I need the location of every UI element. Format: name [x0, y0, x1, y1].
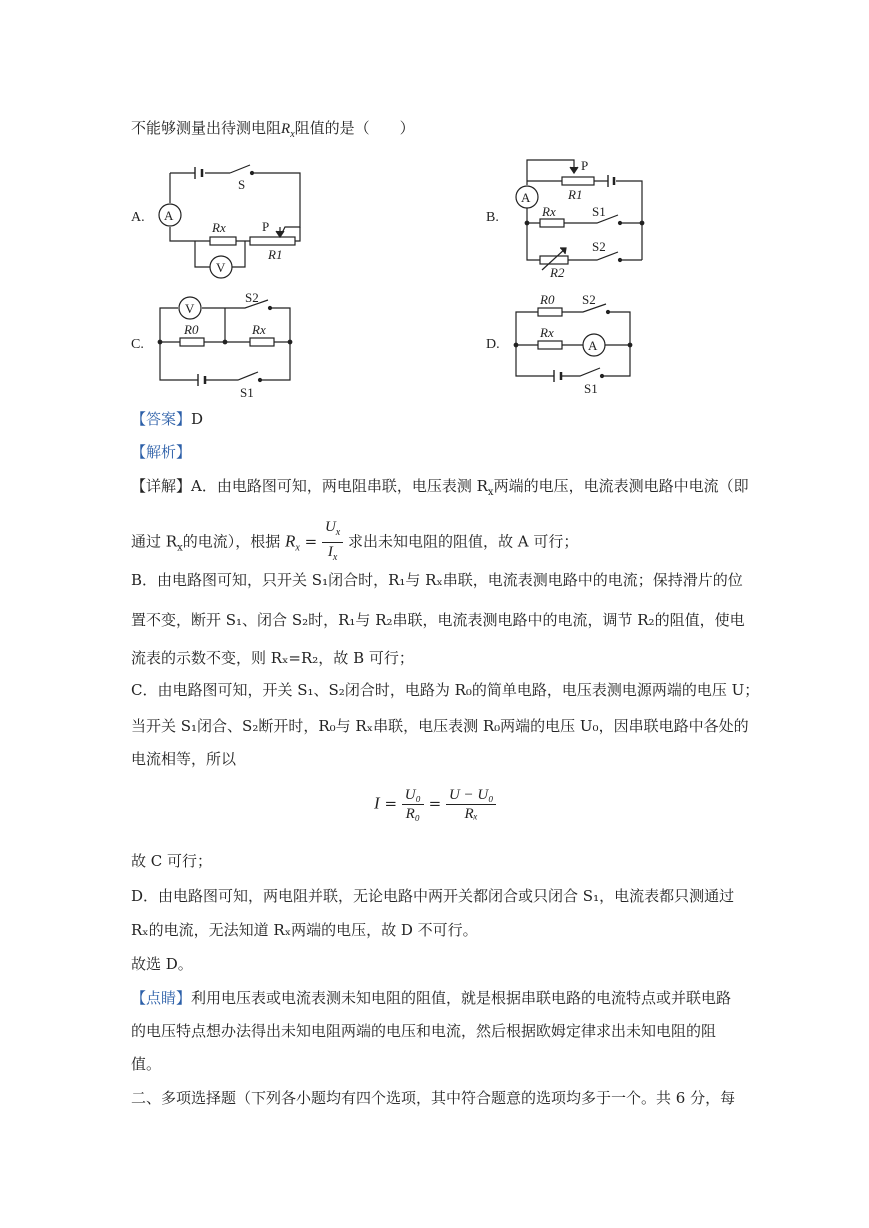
- detail-c-line2: 当开关 S₁闭合、S₂断开时，R₀与 Rₓ串联，电压表测 R₀两端的电压 U₀，因串联电路中各处的: [131, 717, 749, 735]
- section-2-heading: 二、多项选择题（下列各小题均有四个选项，其中符合题意的选项均多于一个。共 6 分，每: [131, 1089, 736, 1107]
- tip-line3: 值。: [131, 1055, 162, 1073]
- c-s2-label: S2: [245, 290, 259, 305]
- tip-line1: 【点睛】利用电压表或电流表测未知电阻的阻值，就是根据串联电路的电流特点或并联电路: [131, 989, 732, 1007]
- a-ammeter-label: A: [164, 208, 174, 223]
- detail-c-line3: 电流相等，所以: [131, 750, 237, 768]
- b-s2-label: S2: [592, 239, 606, 254]
- detail-d-line2: Rₓ的电流，无法知道 Rₓ两端的电压，故 D 不可行。: [131, 921, 478, 939]
- a-slider-label: P: [262, 219, 270, 234]
- analysis-line: [131, 442, 191, 462]
- d-rx-label: Rx: [540, 325, 554, 340]
- analysis-tag: 【解析】: [131, 443, 192, 461]
- detail-c-line1: C．由电路图可知，开关 S₁、S₂闭合时，电路为 R₀的简单电路，电压表测电源两端的电压 U；: [131, 681, 760, 699]
- equation-current: I = $\frac{\text{U₀}}{\text{R₀}}$ = $\frac{\text{U − U₀}}{\text{Rₓ}}$: [374, 786, 496, 823]
- d-r0-label: R0: [540, 292, 555, 307]
- detail-b-line3: 流表的示数不变，则 Rₓ=R₂，故 B 可行；: [131, 649, 414, 667]
- detail-a-line2: 通过 $R_x$的电流），根据 $R_x$ = $\frac{U_x}{I_x}$ 求出未知电阻的阻值，故 A 可行；: [131, 518, 578, 567]
- question-stem: 不能够测量出待测电阻$R_x$阻值的是（ ）: [131, 119, 415, 140]
- circuit-diagram-c: [150, 290, 300, 400]
- c-r0-label: R0: [184, 322, 199, 337]
- tip-line2: 的电压特点想办法得出未知电阻两端的电压和电流，然后根据欧姆定律求出未知电阻的阻: [131, 1022, 717, 1040]
- d-s2-label: S2: [582, 292, 596, 307]
- b-s1-label: S1: [592, 204, 606, 219]
- b-r1-label: R1: [568, 187, 583, 202]
- option-d-label: D.: [486, 337, 500, 352]
- detail-b-line2: 置不变，断开 S₁、闭合 S₂时，R₁与 R₂串联，电流表测电路中的电流，调节 R₂的阻值，使电: [131, 611, 745, 629]
- detail-b-line1: B．由电路图可知，只开关 S₁闭合时，R₁与 Rₓ串联，电流表测电路中的电流；保持滑片的位: [131, 571, 743, 589]
- detail-a-line1: 【详解】A．由电路图可知，两电阻串联，电压表测 $R_x$两端的电压，电流表测电路中电流（即: [131, 477, 749, 498]
- answer-line: 【答案】D: [131, 410, 204, 428]
- detail-c-line4: 故 C 可行；: [131, 852, 213, 870]
- a-rx-label: Rx: [212, 220, 226, 235]
- d-s1-label: S1: [584, 381, 598, 396]
- a-r1-label: R1: [268, 247, 283, 262]
- c-rx-label: Rx: [252, 322, 266, 337]
- a-voltmeter-label: V: [216, 260, 226, 275]
- b-slider-label: P: [581, 158, 589, 173]
- option-a-label: A.: [131, 210, 145, 225]
- option-b-label: B.: [486, 210, 499, 225]
- d-ammeter-label: A: [588, 338, 598, 353]
- circuit-diagram-a: [150, 155, 310, 280]
- detail-d-line1: D．由电路图可知，两电阻并联，无论电路中两开关都闭合或只闭合 S₁，电流表都只测通过: [131, 887, 735, 905]
- circuit-diagram-d: [508, 290, 638, 400]
- c-s1-label: S1: [240, 385, 254, 400]
- b-ammeter-label: A: [521, 190, 531, 205]
- conclusion-line: 故选 D。: [131, 955, 193, 973]
- c-voltmeter-label: V: [185, 301, 195, 316]
- b-rx-label: Rx: [542, 204, 556, 219]
- answer-tag: 【答案】: [131, 410, 192, 428]
- formula-rx-fraction: $\frac{U_x}{I_x}$: [322, 518, 343, 567]
- circuit-diagram-b: [512, 155, 647, 280]
- b-r2-label: R2: [550, 265, 565, 280]
- option-c-label: C.: [131, 337, 144, 352]
- a-switch-label: S: [238, 177, 246, 192]
